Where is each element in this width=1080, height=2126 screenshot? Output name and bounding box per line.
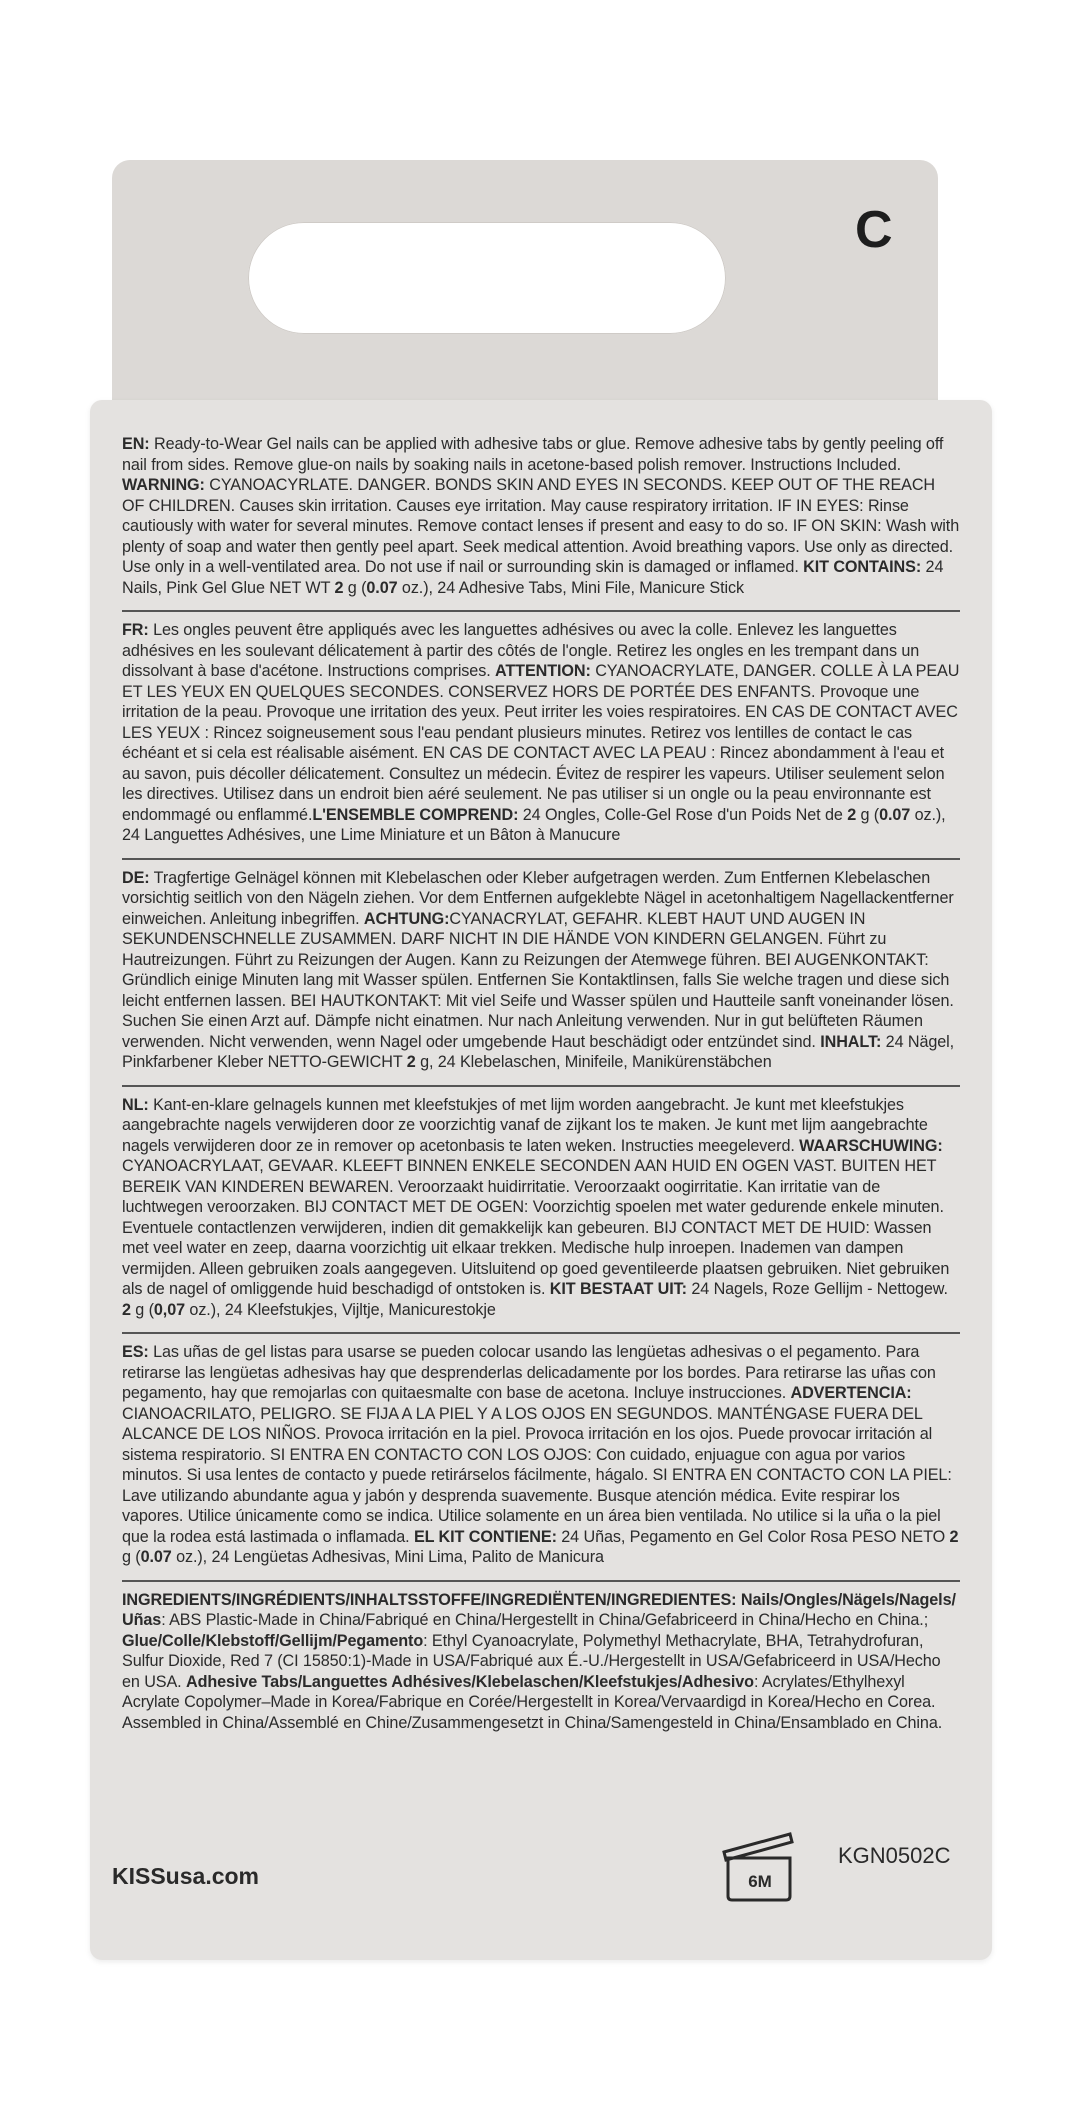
- product-code: KGN0502C: [838, 1843, 951, 1868]
- lang-code: NL:: [122, 1095, 149, 1114]
- section-ingredients: INGREDIENTS/INGRÉDIENTS/INHALTSSTOFFE/INGREDIËNTEN/INGREDIENTES: Nails/Ongles/Nägels/Nagels/ Uñas: ABS Plastic-Made in China/Fabriqué en China/Hergestellt in China/Gefabriceerd in China/Hecho en China.; Glue/Colle/Klebstoff/Gellijm/Pegamento: Ethyl Cyanoacrylate, Polymethyl Methacrylate, BHA, Tetrahydrofuran, Sulfur Dioxide, Red 7 (CI 15850:1)-Made in USA/Fabriqué aux É.-U./Hergestellt in USA/Gefabriceerd in USA/Hecho en USA. Adhesive Tabs/Languettes Adhésives/Klebelaschen/Kleefstukjes/Adhesivo: Acrylates/Ethylhexyl Acrylate Copolymer–Made in Korea/Fabrique en Corée/Hergestellt in Korea/Vervaardigd in Korea/Hecho en Corea. Assembled in China/Assemblé en Chine/Zusammengesetzt in China/Samengesteld in China/Ensamblado en China.: [122, 1580, 960, 1740]
- period-after-opening-icon: [720, 1828, 798, 1904]
- variant-letter: C: [855, 201, 893, 259]
- section-de: DE: Tragfertige Gelnägel können mit Klebelaschen oder Kleber aufgetragen werden. Zum Entfernen Klebelaschen vorsichtig seitlich von den Nägeln ziehen. Vor dem Entfernen aufgeklebte Nägel in acetonhaltigem Nagellackentferner einweichen. Anleitung inbegriffen. ACHTUNG:CYANACRYLAT, GEFAHR. KLEBT HAUT UND AUGEN IN SEKUNDENSCHNELLE ZUSAMMEN. DARF NICHT IN DIE HÄNDE VON KINDERN GELANGEN. Führt zu Hautreizungen. Führt zu Reizungen der Augen. Kann zu Reizungen der Atemwege führen. BEI AUGENKONTAKT: Gründlich einige Minuten lang mit Wasser spülen. Entfernen Sie Kontaktlinsen, falls Sie welche tragen und diese sich leicht entfernen lassen. BEI HAUTKONTAKT: Mit viel Seife und Wasser spülen und Hautteile sanft voneinander lösen. Suchen Sie einen Arzt auf. Dämpfe nicht einatmen. Nur nach Anleitung verwenden. Nur in gut belüfteten Räumen verwenden. Nicht verwenden, wenn Nagel oder umgebende Haut beschädigt oder entzündet sind. INHALT: 24 Nägel, Pinkfarbener Kleber NETTO-GEWICHT 2 g, 24 Klebelaschen, Minifeile, Manikürenstäbchen: [122, 858, 960, 1079]
- lang-code: ES:: [122, 1343, 149, 1361]
- section-en: EN: Ready-to-Wear Gel nails can be applied with adhesive tabs or glue. Remove adhesive tabs by gently peeling off nail from sides. Remove glue-on nails by soaking nails in acetone-based polish remover. Instructions Included. WARNING: CYANOACYRLATE. DANGER. BONDS SKIN AND EYES IN SECONDS. KEEP OUT OF THE REACH OF CHILDREN. Causes skin irritation. Causes eye irritation. May cause respiratory irritation. IF IN EYES: Rinse cautiously with water for several minutes. Remove contact lenses if present and easy to do so. IF ON SKIN: Wash with plenty of soap and water then gently peel apart. Seek medical attention. Avoid breathing vapors. Use only as directed. Use only in a well-ventilated area. Do not use if nail or surrounding skin is damaged or inflamed. KIT CONTAINS: 24 Nails, Pink Gel Glue NET WT 2 g (0.07 oz.), 24 Adhesive Tabs, Mini File, Manicure Stick: [122, 435, 960, 597]
- pao-label: 6M: [748, 1872, 772, 1891]
- section-nl: NL: Kant-en-klare gelnagels kunnen met kleefstukjes of met lijm worden aangebracht. Je kunt met kleefstukjes aangebrachte nagels verwijderen door ze voorzichtig vanaf de zijkant los te maken. Je kunt met lijm aangebrachte nagels verwijderen door ze in remover op acetonbasis te laten weken. Instructies meegeleverd. WAARSCHUWING: CYANOACRYLAAT, GEVAAR. KLEEFT BINNEN ENKELE SECONDEN AAN HUID EN OGEN VAST. BUITEN HET BEREIK VAN KINDEREN BEWAREN. Veroorzaakt huidirritatie. Veroorzaakt oogirritatie. Kan irritatie van de luchtwegen veroorzaken. BIJ CONTACT MET DE OGEN: Voorzichtig spoelen met water gedurende enkele minuten. Eventuele contactlenzen verwijderen, indien dit gemakkelijk kan gebeuren. BIJ CONTACT MET DE HUID: Wassen met veel water en zeep, daarna voorzichtig uit elkaar trekken. Medische hulp inroepen. Inademen van dampen vermijden. Alleen gebruiken zoals aangegeven. Uitsluitend op goed geventileerde plaatsen gebruiken. Niet gebruiken als de nagel of omliggende huid beschadigd of ontstoken is. KIT BESTAAT UIT: 24 Nagels, Roze Gellijm - Nettogew. 2 g (0,07 oz.), 24 Kleefstukjes, Vijltje, Manicurestokje: [122, 1085, 960, 1327]
- section-fr: FR: Les ongles peuvent être appliqués avec les languettes adhésives ou avec la colle. Enlevez les languettes adhésives en les soulevant délicatement à partir des côtés de l'ongle. Retirez les ongles en les trempant dans un dissolvant à base d'acétone. Instructions comprises. ATTENTION: CYANOACRYLATE, DANGER. COLLE À LA PEAU ET LES YEUX EN QUELQUES SECONDES. CONSERVEZ HORS DE PORTÉE DES ENFANTS. Provoque une irritation de la peau. Provoque une irritation des yeux. Peut irriter les voies respiratoires. EN CAS DE CONTACT AVEC LES YEUX : Rincez soigneusement sous l'eau pendant plusieurs minutes. Retirez vos lentilles de contact le cas échéant et si cela est réalisable aisément. EN CAS DE CONTACT AVEC LA PEAU : Rincez abondamment à l'eau et au savon, puis décoller délicatement. Consultez un médecin. Évitez de respirer les vapeurs. Utiliser seulement selon les directives. Utilisez dans un endroit bien aéré seulement. Ne pas utiliser si un ongle ou la peau environnante est endommagé ou enflammé.L'ENSEMBLE COMPREND: 24 Ongles, Colle-Gel Rose d'un Poids Net de 2 g (0.07 oz.), 24 Languettes Adhésives, une Lime Miniature et un Bâton à Manucure: [122, 610, 960, 852]
- lang-code: EN:: [122, 435, 150, 453]
- instructions-text: [122, 430, 960, 1739]
- website-url: KISSusa.com: [112, 1863, 259, 1889]
- hang-hole: [248, 222, 726, 334]
- lang-code: FR:: [122, 621, 149, 639]
- section-es: ES: Las uñas de gel listas para usarse se pueden colocar usando las lengüetas adhesivas o el pegamento. Para retirarse las lengüetas adhesivas hay que desprenderlas delicadamente por los bordes. Para retirarse las uñas con pegamento, hay que remojarlas con quitaesmalte con base de acetona. Incluye instrucciones. ADVERTENCIA: CIANOACRILATO, PELIGRO. SE FIJA A LA PIEL Y A LOS OJOS EN SEGUNDOS. MANTÉNGASE FUERA DEL ALCANCE DE LOS NIÑOS. Provoca irritación en la piel. Provoca irritación en los ojos. Puede provocar irritación al sistema respiratorio. SI ENTRA EN CONTACTO CON LOS OJOS: Con cuidado, enjuague con agua por varios minutos. Si usa lentes de contacto y puede retirárselos fácilmente, hágalo. SI ENTRA EN CONTACTO CON LA PIEL: Lave utilizando abundante agua y jabón y desprenda suavemente. Busque atención médica. Evite respirar los vapores. Utilice únicamente como se indica. Utilice solamente en un área bien ventilada. No utilice si la uña o la piel que la rodea está lastimada o inflamada. EL KIT CONTIENE: 24 Uñas, Pegamento en Gel Color Rosa PESO NETO 2 g (0.07 oz.), 24 Lengüetas Adhesivas, Mini Lima, Palito de Manicura: [122, 1332, 960, 1574]
- lang-code: DE:: [122, 868, 150, 887]
